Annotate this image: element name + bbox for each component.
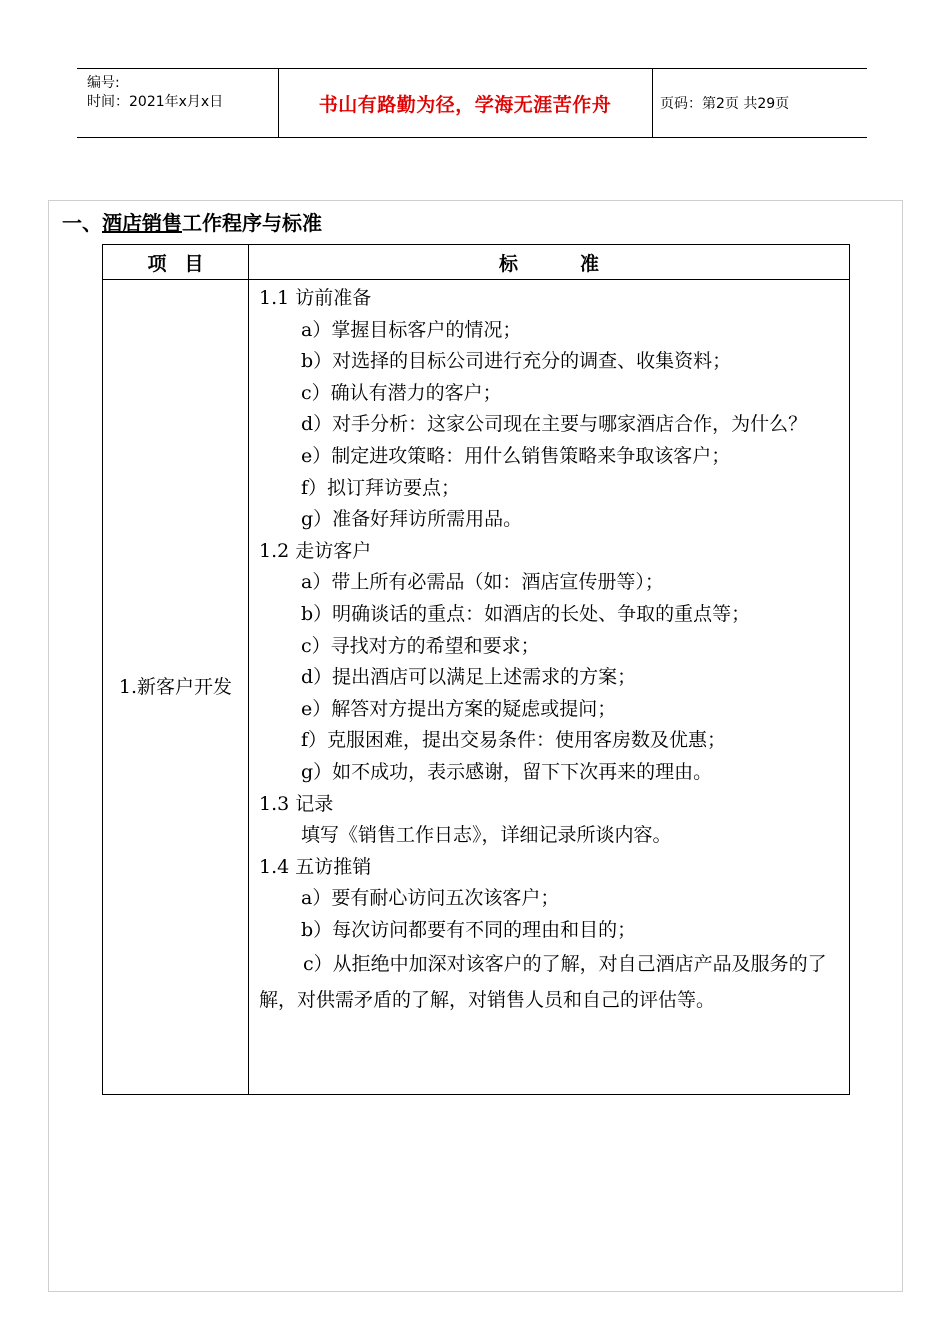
header-motto: 书山有路勤为径，学海无涯苦作舟: [318, 93, 612, 116]
header-meta: [77, 69, 278, 137]
column-header-item: 项目: [147, 252, 222, 275]
step-item: a）掌握目标客户的情况；: [301, 318, 522, 341]
step-heading: 1.1 访前准备: [259, 287, 372, 309]
step-heading: 1.3 记录: [259, 792, 334, 815]
section-title-underlined: 酒店销售: [102, 211, 182, 235]
step-item: c）确认有潜力的客户；: [301, 381, 502, 404]
section-prefix: 一、: [62, 211, 102, 235]
step-item: c）从拒绝中加深对该客户的了解，对自己酒店产品及服务的了解，对供需矛盾的了解，对销售人员和自己的评估等。: [259, 953, 827, 1012]
step-item: c）寻找对方的希望和要求；: [301, 634, 540, 657]
page-header: [77, 68, 867, 138]
step-item: f）拟订拜访要点；: [301, 476, 461, 499]
header-divider: [652, 69, 653, 137]
standards-table: [102, 244, 850, 1095]
step-item: a）要有耐心访问五次该客户；: [301, 887, 560, 910]
doc-number-label: 编号:: [87, 75, 120, 91]
step-item: g）准备好拜访所需用品。: [301, 508, 523, 531]
step-item: b）明确谈话的重点：如酒店的长处、争取的重点等；: [301, 602, 751, 625]
step-item: d）提出酒店可以满足上述需求的方案；: [301, 666, 637, 689]
step-item: d）对手分析：这家公司现在主要与哪家酒店合作，为什么？: [301, 413, 808, 436]
step-heading: 1.2 走访客户: [259, 539, 372, 562]
step-item: f）克服困难，提出交易条件：使用客房数及优惠；: [301, 729, 727, 752]
row-label: [103, 280, 248, 1094]
step-item: g）如不成功，表示感谢，留下下次再来的理由。: [301, 760, 713, 783]
step-item: e）解答对方提出方案的疑虑或提问；: [301, 697, 617, 720]
section-title: [62, 207, 322, 236]
page-number: 页码：第2页 共29页: [660, 96, 790, 112]
column-header-standard: 标准: [498, 252, 661, 275]
step-item: a）带上所有必需品（如：酒店宣传册等）；: [301, 571, 664, 594]
standard-content: [259, 283, 845, 1018]
section-title-rest: 工作程序与标准: [182, 211, 322, 235]
step-item: 填写《销售工作日志》，详细记录所谈内容。: [301, 824, 672, 847]
step-heading: 1.4 五访推销: [259, 855, 372, 878]
column-divider: [248, 245, 249, 1094]
step-item: e）制定进攻策略：用什么销售策略来争取该客户；: [301, 444, 731, 467]
step-item: b）每次访问都要有不同的理由和目的；: [301, 918, 637, 941]
step-item: b）对选择的目标公司进行充分的调查、收集资料；: [301, 350, 732, 373]
doc-time-label: 时间：2021年x月x日: [87, 94, 224, 110]
row-label-text: 1.新客户开发: [118, 675, 233, 698]
